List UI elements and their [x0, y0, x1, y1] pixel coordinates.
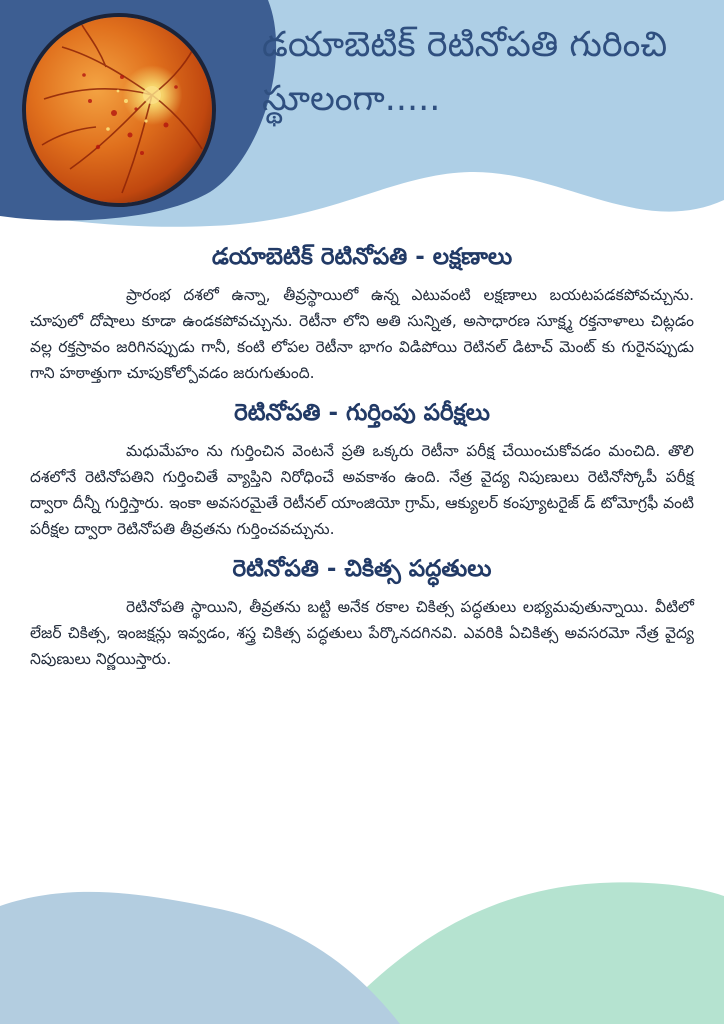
section-body-symptoms: ప్రారంభ దశలో ఉన్నా, తీవ్రస్థాయిలో ఉన్న ఎటువంటి లక్షణాలు బయటపడకపోవచ్చును. చూపులో దోషాలు కూడా ఉండకపోవచ్చును. రెటీనా లోని అతి సున్నిత, అసాధారణ సూక్ష్మ రక్తనాళాలు చిట్లడం వల్ల రక్తస్రావం జరిగినప్పుడు గానీ, కంటి లోపల రెటీనా భాగం విడిపోయి రెటినల్ డిటాచ్ మెంట్ కు గురైనప్పుడు గాని హఠాత్తుగా చూపుకోల్పోవడం జరుగుతుంది.: [30, 286, 694, 382]
section-title-diagnosis: రెటినోపతి - గుర్తింపు పరీక్షలు: [234, 400, 490, 426]
page-title: డయాబెటిక్ రెటినోపతి గురించి స్థూలంగా.....: [262, 25, 668, 119]
retina-vessels-icon: [26, 17, 212, 203]
section-body-treatment: రెటినోపతి స్థాయిని, తీవ్రతను బట్టి అనేక రకాల చికిత్స పద్ధతులు లభ్యమవుతున్నాయి. వీటిలో లేజర్ చికిత్స, ఇంజక్షన్లు ఇవ్వడం, శస్త్ర చికిత్స పద్ధతులు పేర్కొనదగినవి. ఎవరికి ఏచికిత్స అవసరమో నేత్ర వైద్య నిపుణులు నిర్ణయిస్తారు.: [30, 598, 694, 668]
article-content: [30, 240, 694, 682]
section-body-diagnosis: మధుమేహం ను గుర్తించిన వెంటనే ప్రతి ఒక్కరు రెటీనా పరీక్ష చేయించుకోవడం మంచిది. తొలి దశలోనే రెటినోపతిని గుర్తించితే వ్యాప్తిని నిరోధించే అవకాశం ఉంది. నేత్ర వైద్య నిపుణులు రెటినోస్కోపీ పరీక్ష ద్వారా దీన్నీ గుర్తిస్తారు. ఇంకా అవసరమైతే రెటీనల్ యాంజియో గ్రామ్, ఆక్యులర్ కంప్యూటరైజ్ డ్ టోమోగ్రఫీ వంటి పరీక్షల ద్వారా రెటినోపతి తీవ్రతను గుర్తించవచ్చును.: [30, 442, 694, 538]
section-title-treatment: రెటినోపతి - చికిత్స పద్ధతులు: [232, 556, 492, 582]
retina-fundus-image: [26, 17, 212, 203]
optic-disc: [143, 86, 161, 104]
section-title-symptoms: డయాబెటిక్ రెటినోపతి - లక్షణాలు: [211, 244, 513, 270]
